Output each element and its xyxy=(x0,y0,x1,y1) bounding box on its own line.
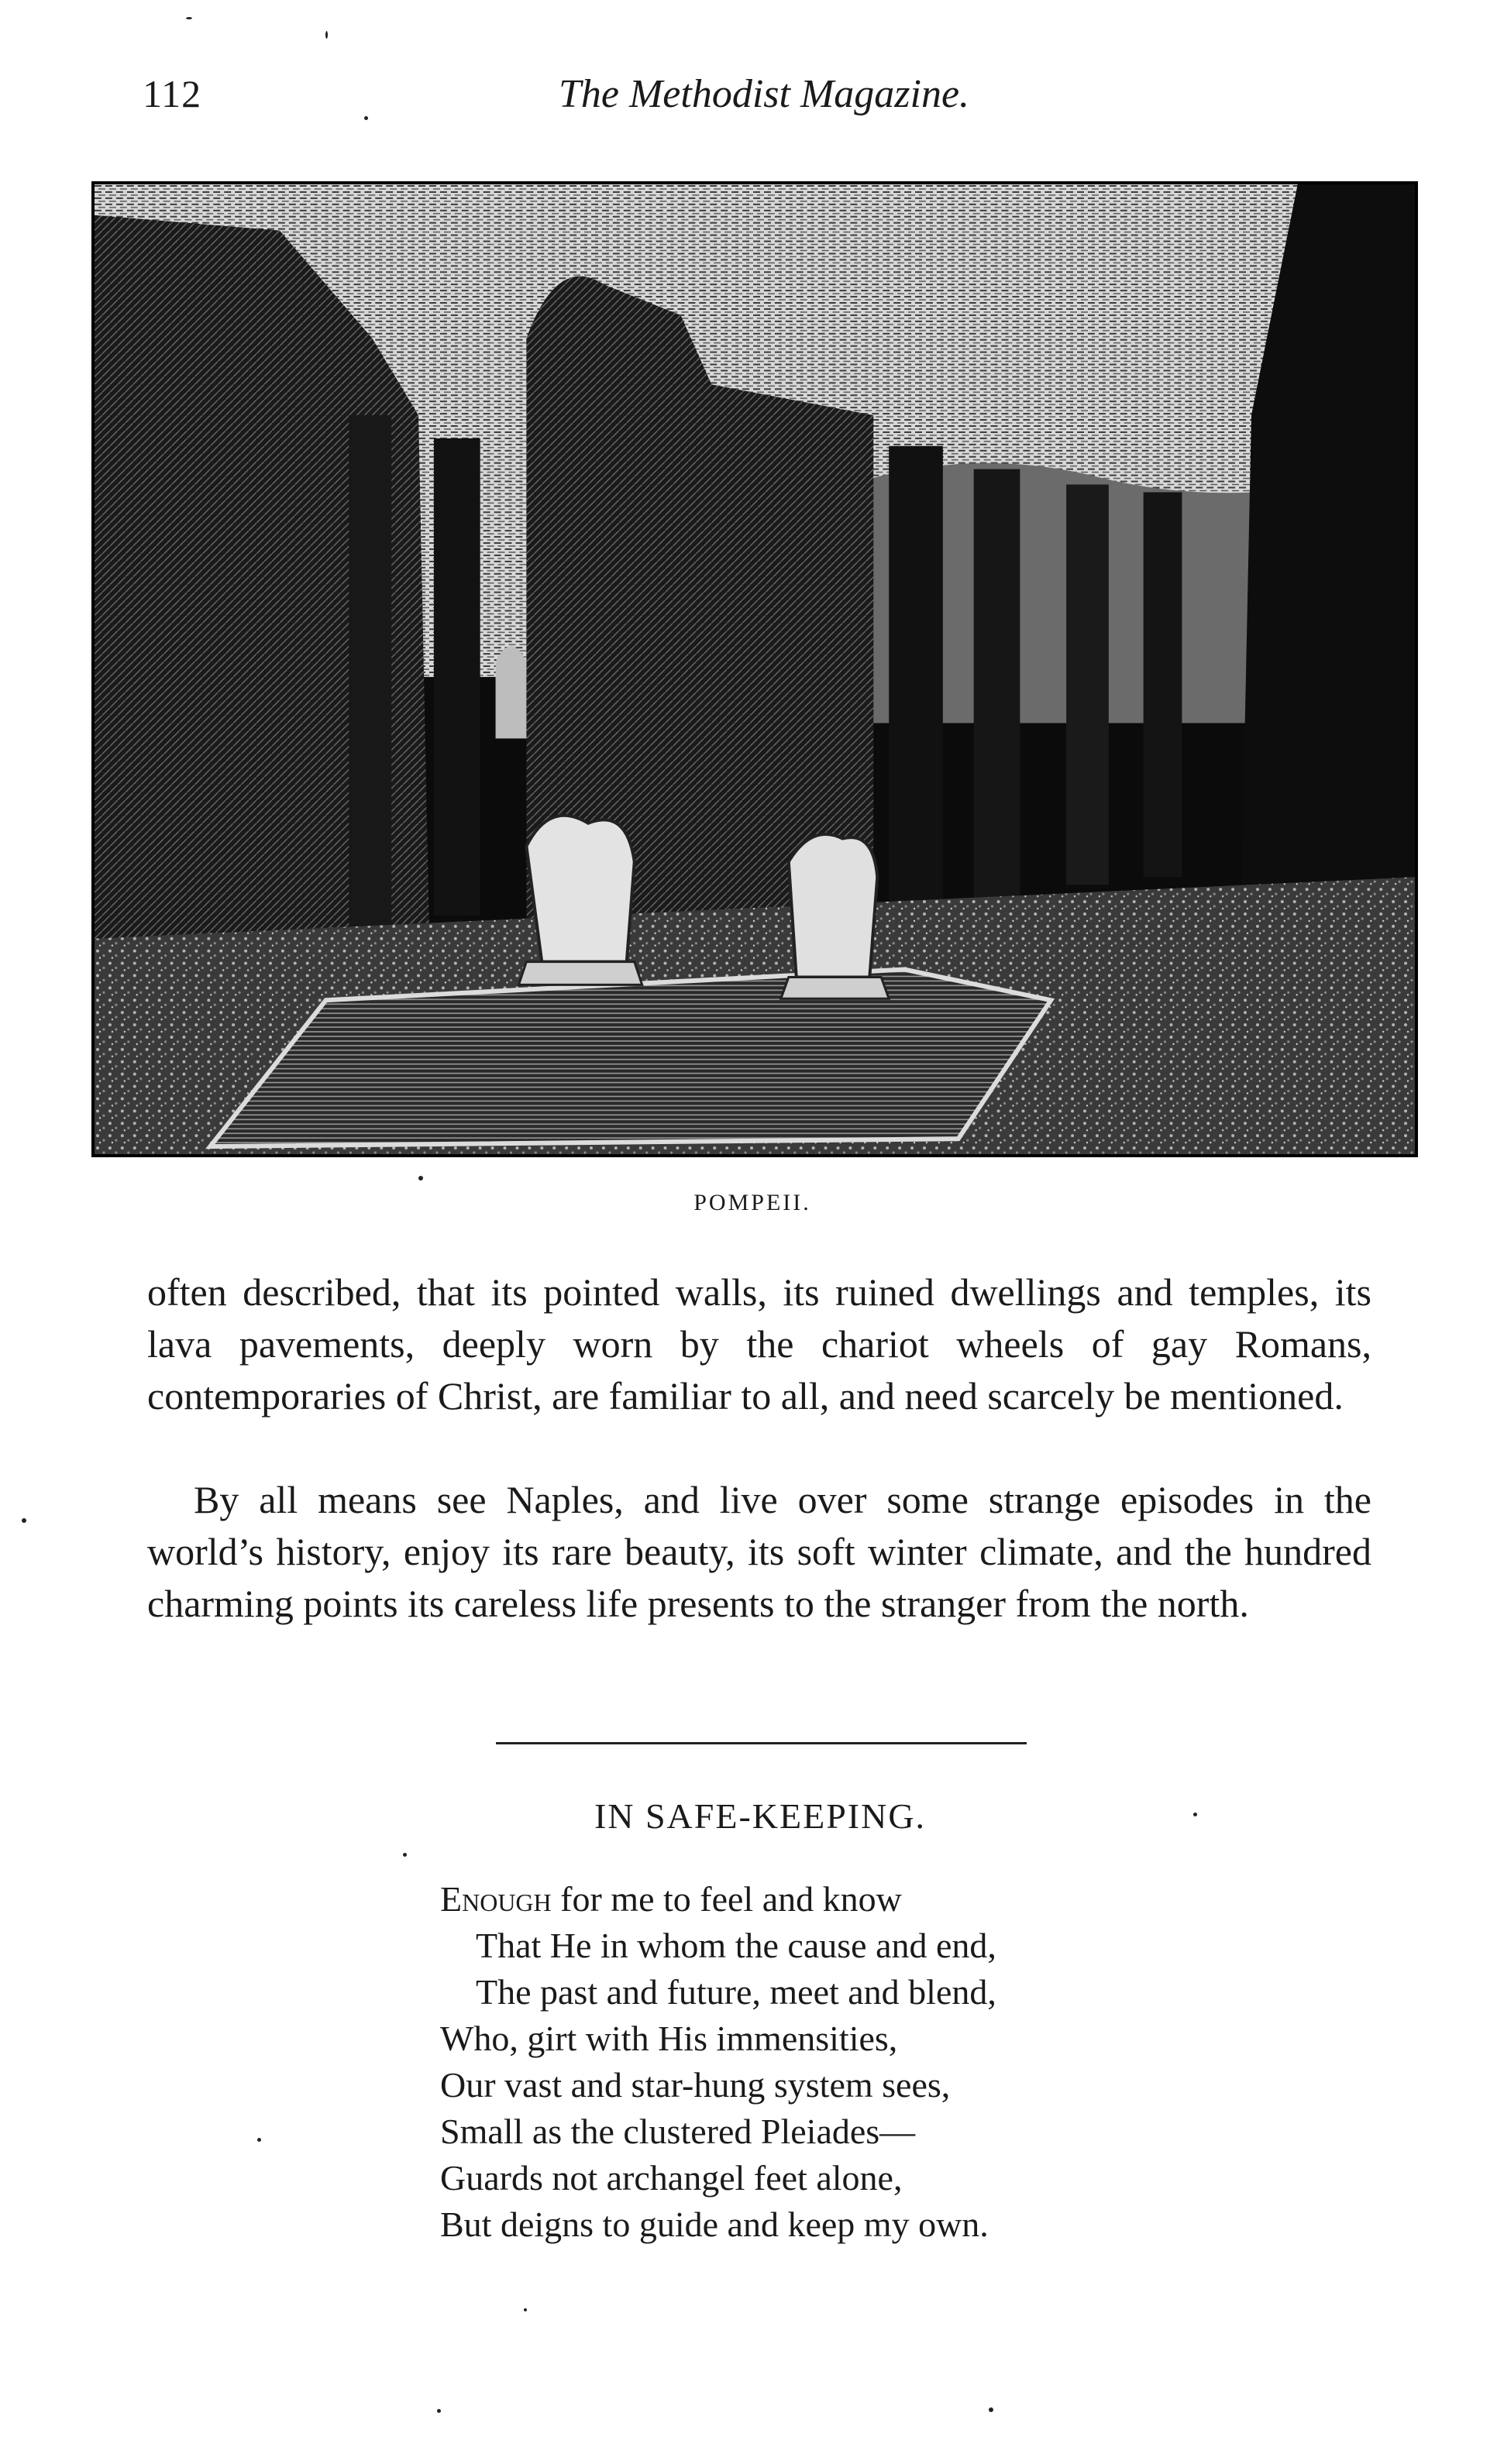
scan-speck xyxy=(437,2409,441,2413)
scan-speck xyxy=(257,2138,261,2142)
scan-speck xyxy=(418,1176,423,1180)
scan-speck xyxy=(1193,1813,1197,1816)
poem-line xyxy=(440,1876,1370,1923)
poem-title: IN SAFE-KEEPING. xyxy=(594,1796,927,1836)
scan-speck xyxy=(403,1853,407,1857)
scan-speck xyxy=(364,116,368,120)
scan-speck xyxy=(186,17,192,19)
scan-speck xyxy=(325,31,328,39)
scan-speck xyxy=(524,2308,527,2311)
poem-body xyxy=(440,1876,1370,2248)
poem-line: Small as the clustered Pleiades— xyxy=(440,2112,916,2151)
poem-line: The past and future, meet and blend, xyxy=(476,1972,996,2012)
scan-speck xyxy=(989,2407,993,2412)
section-divider xyxy=(496,1742,1027,1744)
scan-speck xyxy=(22,1518,26,1523)
poem-line-text: for me to feel and know xyxy=(551,1879,902,1919)
poem-line: That He in whom the cause and end, xyxy=(476,1926,996,1965)
poem-line: Who, girt with His immensities, xyxy=(440,2019,898,2058)
body-paragraph: By all means see Naples, and live over some strange episodes in the world’s history, enjoy its rare beauty, its soft winter climate, and the hundred charming points its careless life presents to the stranger from the north. xyxy=(147,1478,1371,1625)
figure-caption: POMPEII. xyxy=(693,1190,811,1215)
engraving-art xyxy=(95,184,1415,1154)
body-paragraph: often described, that its pointed walls, its ruined dwellings and temples, its lava pavements, deeply worn by the chariot wheels of gay Romans, contemporaries of Christ, are familiar to all, and need scarcely be mentioned. xyxy=(147,1270,1371,1418)
pompeii-engraving xyxy=(91,181,1418,1157)
running-head: The Methodist Magazine. xyxy=(558,72,970,116)
poem-line: Our vast and star-hung system sees, xyxy=(440,2065,951,2105)
poem-line: But deigns to guide and keep my own. xyxy=(440,2205,989,2244)
poem-line: Guards not archangel feet alone, xyxy=(440,2158,903,2198)
poem-opening-word: Enough xyxy=(440,1879,552,1919)
page-number: 112 xyxy=(143,72,202,115)
